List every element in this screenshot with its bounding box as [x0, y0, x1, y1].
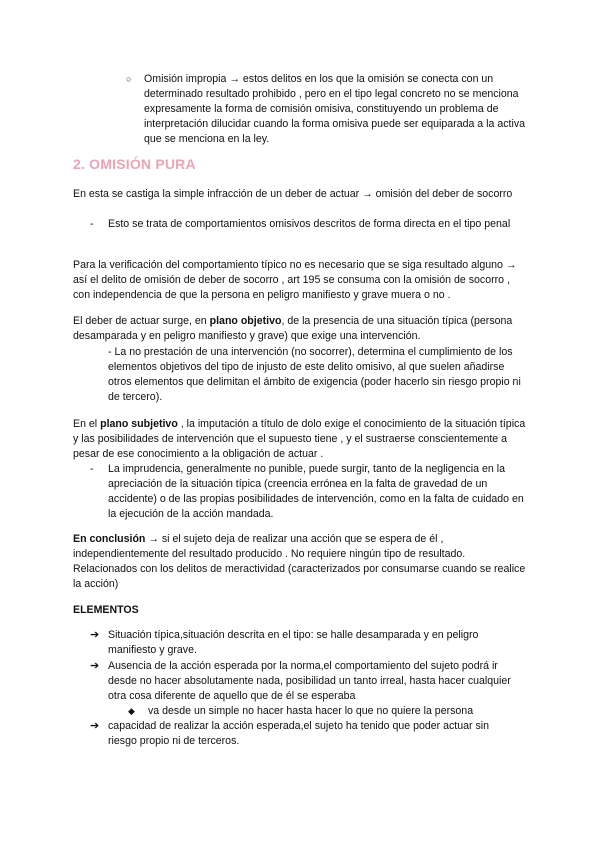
diamond-bullet-icon: ◆: [128, 706, 135, 716]
elemento-item-1: [90, 628, 520, 658]
elemento-text-1: Situación típica,situación descrita en el tipo: se halle desamparada y en peligro manifiesto y grave.: [108, 629, 479, 656]
conclusion-after: → si el sujeto deja de realizar una acción que se espera de él , independientemente del resultado producido . No requiere ningún tipo de resultado. Relacionados con los delitos de meractividad (caracterizados por consumarse cuando se realice la acción): [73, 533, 526, 590]
section-heading: 2. OMISIÓN PURA: [73, 156, 196, 172]
dash-bullet: -: [90, 218, 94, 230]
plano-objetivo-paragraph: [73, 314, 528, 344]
objetivo-after: , de la presencia de una situación típica (persona desamparada y en peligro manifiesto y grave) que exige una intervención.: [73, 315, 513, 342]
imprudencia-dash-item: [90, 462, 530, 522]
dash-bullet: -: [90, 463, 94, 475]
elementos-heading: ELEMENTOS: [73, 604, 139, 616]
objetivo-before: El deber de actuar surge, en: [73, 315, 210, 327]
elemento-item-3: [90, 719, 520, 749]
verificacion-paragraph: Para la verificación del comportamiento típico no es necesario que se siga resultado alguno → así el delito de omisión de deber de socorro , art 195 se consuma con la omisión de socorro , con independencia de que la persona en peligro manifiesto y grave muera o no .: [73, 259, 517, 301]
intro-paragraph: En esta se castiga la simple infracción de un deber de actuar → omisión del deber de socorro: [73, 188, 513, 200]
circle-bullet-icon: ○: [126, 74, 132, 84]
elemento-text-2: Ausencia de la acción esperada por la norma,el comportamiento del sujeto podrá ir desde no hacer absolutamente nada, posibilidad un tanto irreal, hasta hacer cualquier otra cosa diferente de aquello que de él se esperaba: [108, 660, 511, 702]
subjetivo-after: , la imputación a título de dolo exige el conocimiento de la situación típica y las posibilidades de intervención que el supuesto tiene , y el sustraerse conscientemente a pesar de ese conocimiento a la obligación de actuar .: [73, 418, 526, 460]
elemento-subitem-text: va desde un simple no hacer hasta hacer lo que no quiere la persona: [148, 705, 474, 717]
objetivo-sub-paragraph: - La no prestación de una intervención (no socorrer), determina el cumplimiento de los elementos objetivos del tipo de injusto de este delito omisivo, al que suelen añadirse otros elementos que delimitan el ámbito de exigencia (poder hacerlo sin riesgo propio ni de tercero).: [108, 346, 521, 403]
elemento-text-3: capacidad de realizar la acción esperada,el sujeto ha tenido que poder actuar sin riesgo propio ni de terceros.: [108, 720, 490, 747]
intro-dash-item: [90, 217, 530, 232]
conclusion-bold: En conclusión: [73, 533, 146, 545]
elemento-item-2: [90, 659, 520, 704]
elemento-subitem: [128, 704, 528, 719]
arrow-bullet-icon: ➔: [90, 660, 100, 672]
intro-dash-text: Esto se trata de comportamientos omisivos descritos de forma directa en el tipo penal: [108, 218, 511, 230]
omision-impropia-text: Omisión impropia → estos delitos en los que la omisión se conecta con un determinado resultado prohibido , pero en el tipo legal concreto no se menciona expresamente la forma de comisión omisiva, constituyendo un problema de interpretación dilucidar cuando la forma omisiva puede ser equiparada a la activa que se menciona en la ley.: [144, 73, 526, 145]
subjetivo-before: En el: [73, 418, 101, 430]
plano-subjetivo-paragraph: [73, 417, 528, 462]
arrow-bullet-icon: ➔: [90, 629, 100, 641]
objetivo-bold: plano objetivo: [209, 315, 282, 327]
conclusion-paragraph: [73, 532, 528, 592]
imprudencia-text: La imprudencia, generalmente no punible, puede surgir, tanto de la negligencia en la apreciación de la situación típica (creencia errónea en la falta de gravedad de un accidente) o de las propias posibilidades de intervención, como en la falta de cuidado en la ejecución de la acción mandada.: [108, 463, 524, 520]
omision-impropia-item: [126, 72, 526, 147]
subjetivo-bold: plano subjetivo: [100, 418, 178, 430]
arrow-bullet-icon: ➔: [90, 720, 100, 732]
